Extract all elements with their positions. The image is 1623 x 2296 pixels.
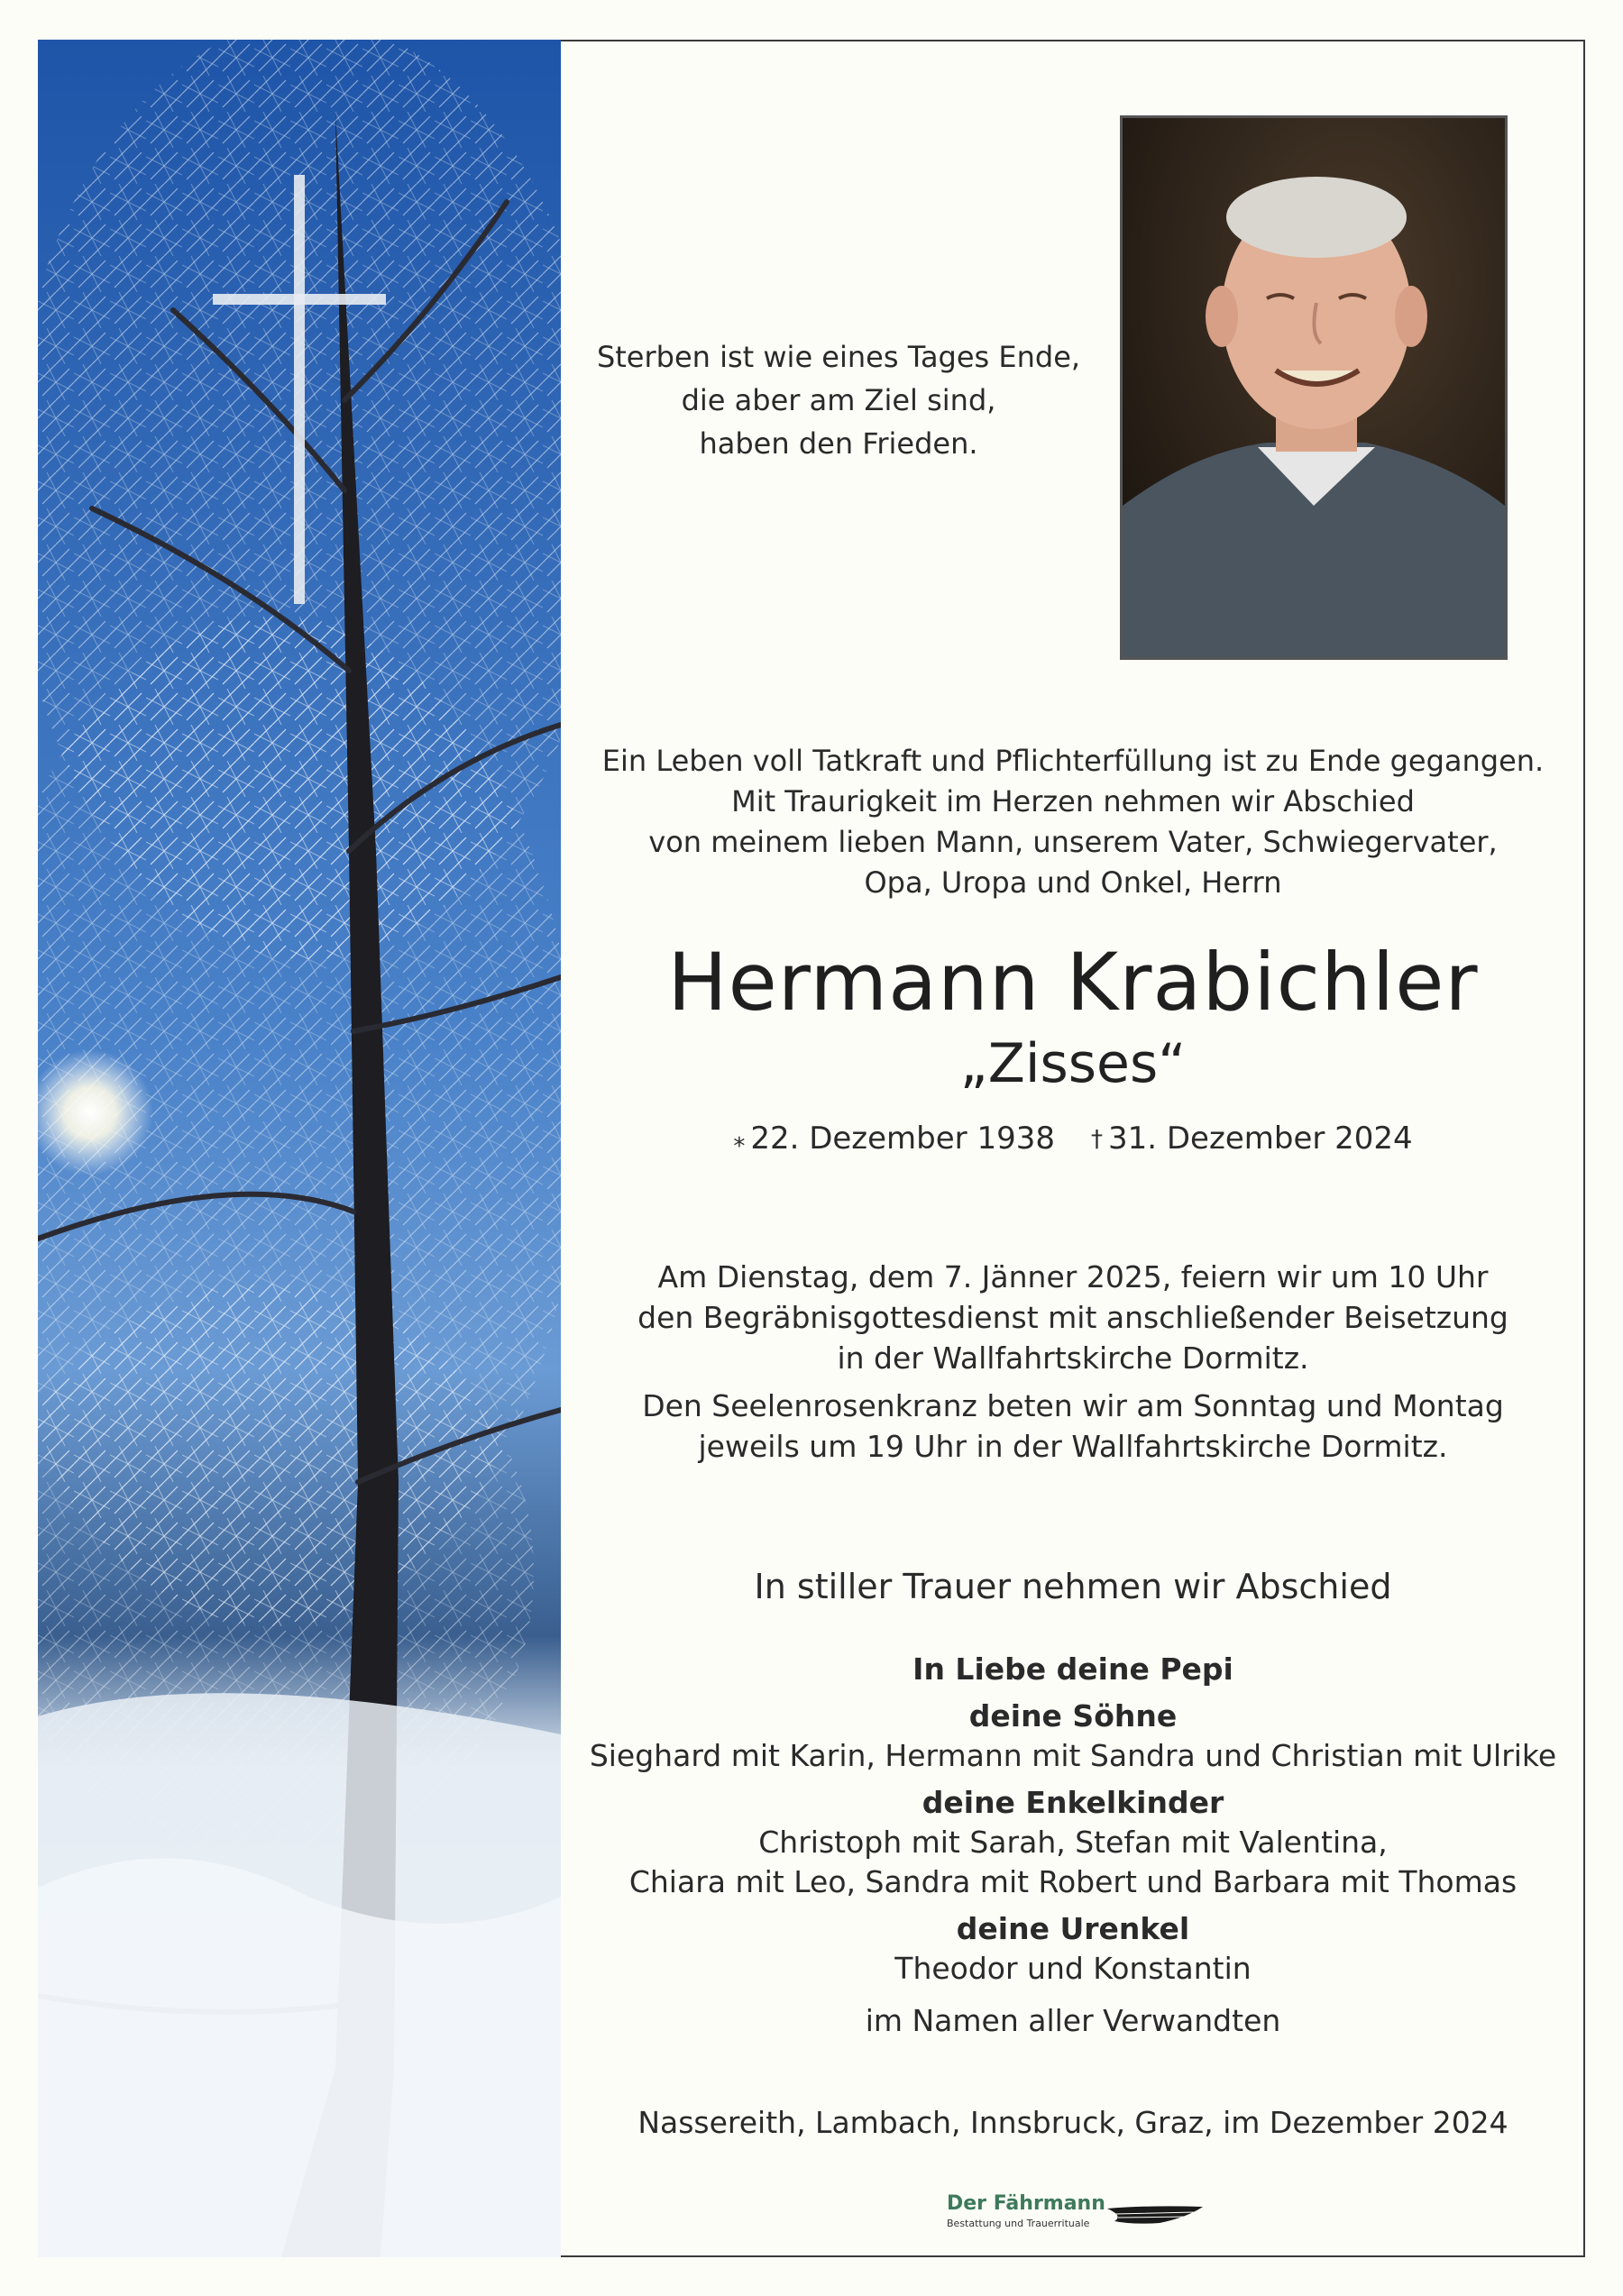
logo-name: Der Fährmann <box>947 2192 1105 2215</box>
funeral-service-info <box>577 1257 1569 1474</box>
spouse: In Liebe deine Pepi <box>912 1651 1233 1687</box>
funeral-home-logo <box>947 2192 1208 2237</box>
memorial-quote <box>568 335 1109 465</box>
winter-tree-photo <box>38 40 561 2257</box>
grandchildren-names: Chiara mit Leo, Sandra mit Robert und Barbara mit Thomas <box>628 1864 1518 1899</box>
sons-names: Sieghard mit Karin, Hermann mit Sandra und Christian mit Ulrike <box>589 1738 1557 1773</box>
deceased-nickname: „Zisses“ <box>959 1032 1187 1095</box>
death-cross-icon: † <box>1091 1126 1103 1153</box>
life-dates <box>577 1116 1569 1162</box>
rosary-line: Den Seelenrosenkranz beten wir am Sonntag und Montag <box>642 1388 1504 1423</box>
death-date: 31. Dezember 2024 <box>1108 1121 1413 1157</box>
boat-icon <box>1105 2201 1205 2228</box>
quote-line: haben den Frieden. <box>699 426 978 461</box>
service-line: in der Wallfahrtskirche Dormitz. <box>837 1340 1309 1376</box>
relatives-line: im Namen aller Verwandten <box>865 2003 1281 2038</box>
place-date: Nassereith, Lambach, Innsbruck, Graz, im Dezember 2024 <box>637 2105 1508 2140</box>
deceased-name: Hermann Krabichler <box>667 936 1479 1029</box>
sons-heading: deine Söhne <box>968 1698 1178 1733</box>
intro-line: Ein Leben voll Tatkraft und Pflichterfüllung ist zu Ende gegangen. <box>601 744 1545 778</box>
service-line: Am Dienstag, dem 7. Jänner 2025, feiern wir um 10 Uhr <box>657 1259 1489 1294</box>
quote-line: Sterben ist wie eines Tages Ende, <box>596 340 1081 374</box>
grandchildren-heading: deine Enkelkinder <box>922 1785 1224 1820</box>
grandchildren-names: Christoph mit Sarah, Stefan mit Valentina, <box>758 1825 1388 1860</box>
intro-line: von meinem lieben Mann, unserem Vater, Schwiegervater, <box>648 825 1498 859</box>
great-grandchildren-names: Theodor und Konstantin <box>894 1951 1252 1986</box>
logo-tagline: Bestattung und Trauerrituale <box>947 2218 1090 2229</box>
mourners-list <box>577 1642 1569 2041</box>
birth-date: 22. Dezember 1938 <box>750 1121 1055 1157</box>
intro-line: Mit Traurigkeit im Herzen nehmen wir Abschied <box>731 784 1415 819</box>
intro-text <box>577 741 1569 903</box>
birth-star-icon: ⁎ <box>733 1126 746 1153</box>
service-line: den Begräbnisgottesdienst mit anschließender Beisetzung <box>637 1300 1508 1335</box>
portrait-photo <box>1120 115 1508 660</box>
intro-line: Opa, Uropa und Onkel, Herrn <box>864 865 1282 900</box>
great-grandchildren-heading: deine Urenkel <box>956 1911 1190 1946</box>
rosary-line: jeweils um 19 Uhr in der Wallfahrtskirche Dormitz. <box>698 1429 1448 1464</box>
farewell-heading: In stiller Trauer nehmen wir Abschied <box>754 1567 1392 1606</box>
quote-line: die aber am Ziel sind, <box>681 383 996 417</box>
